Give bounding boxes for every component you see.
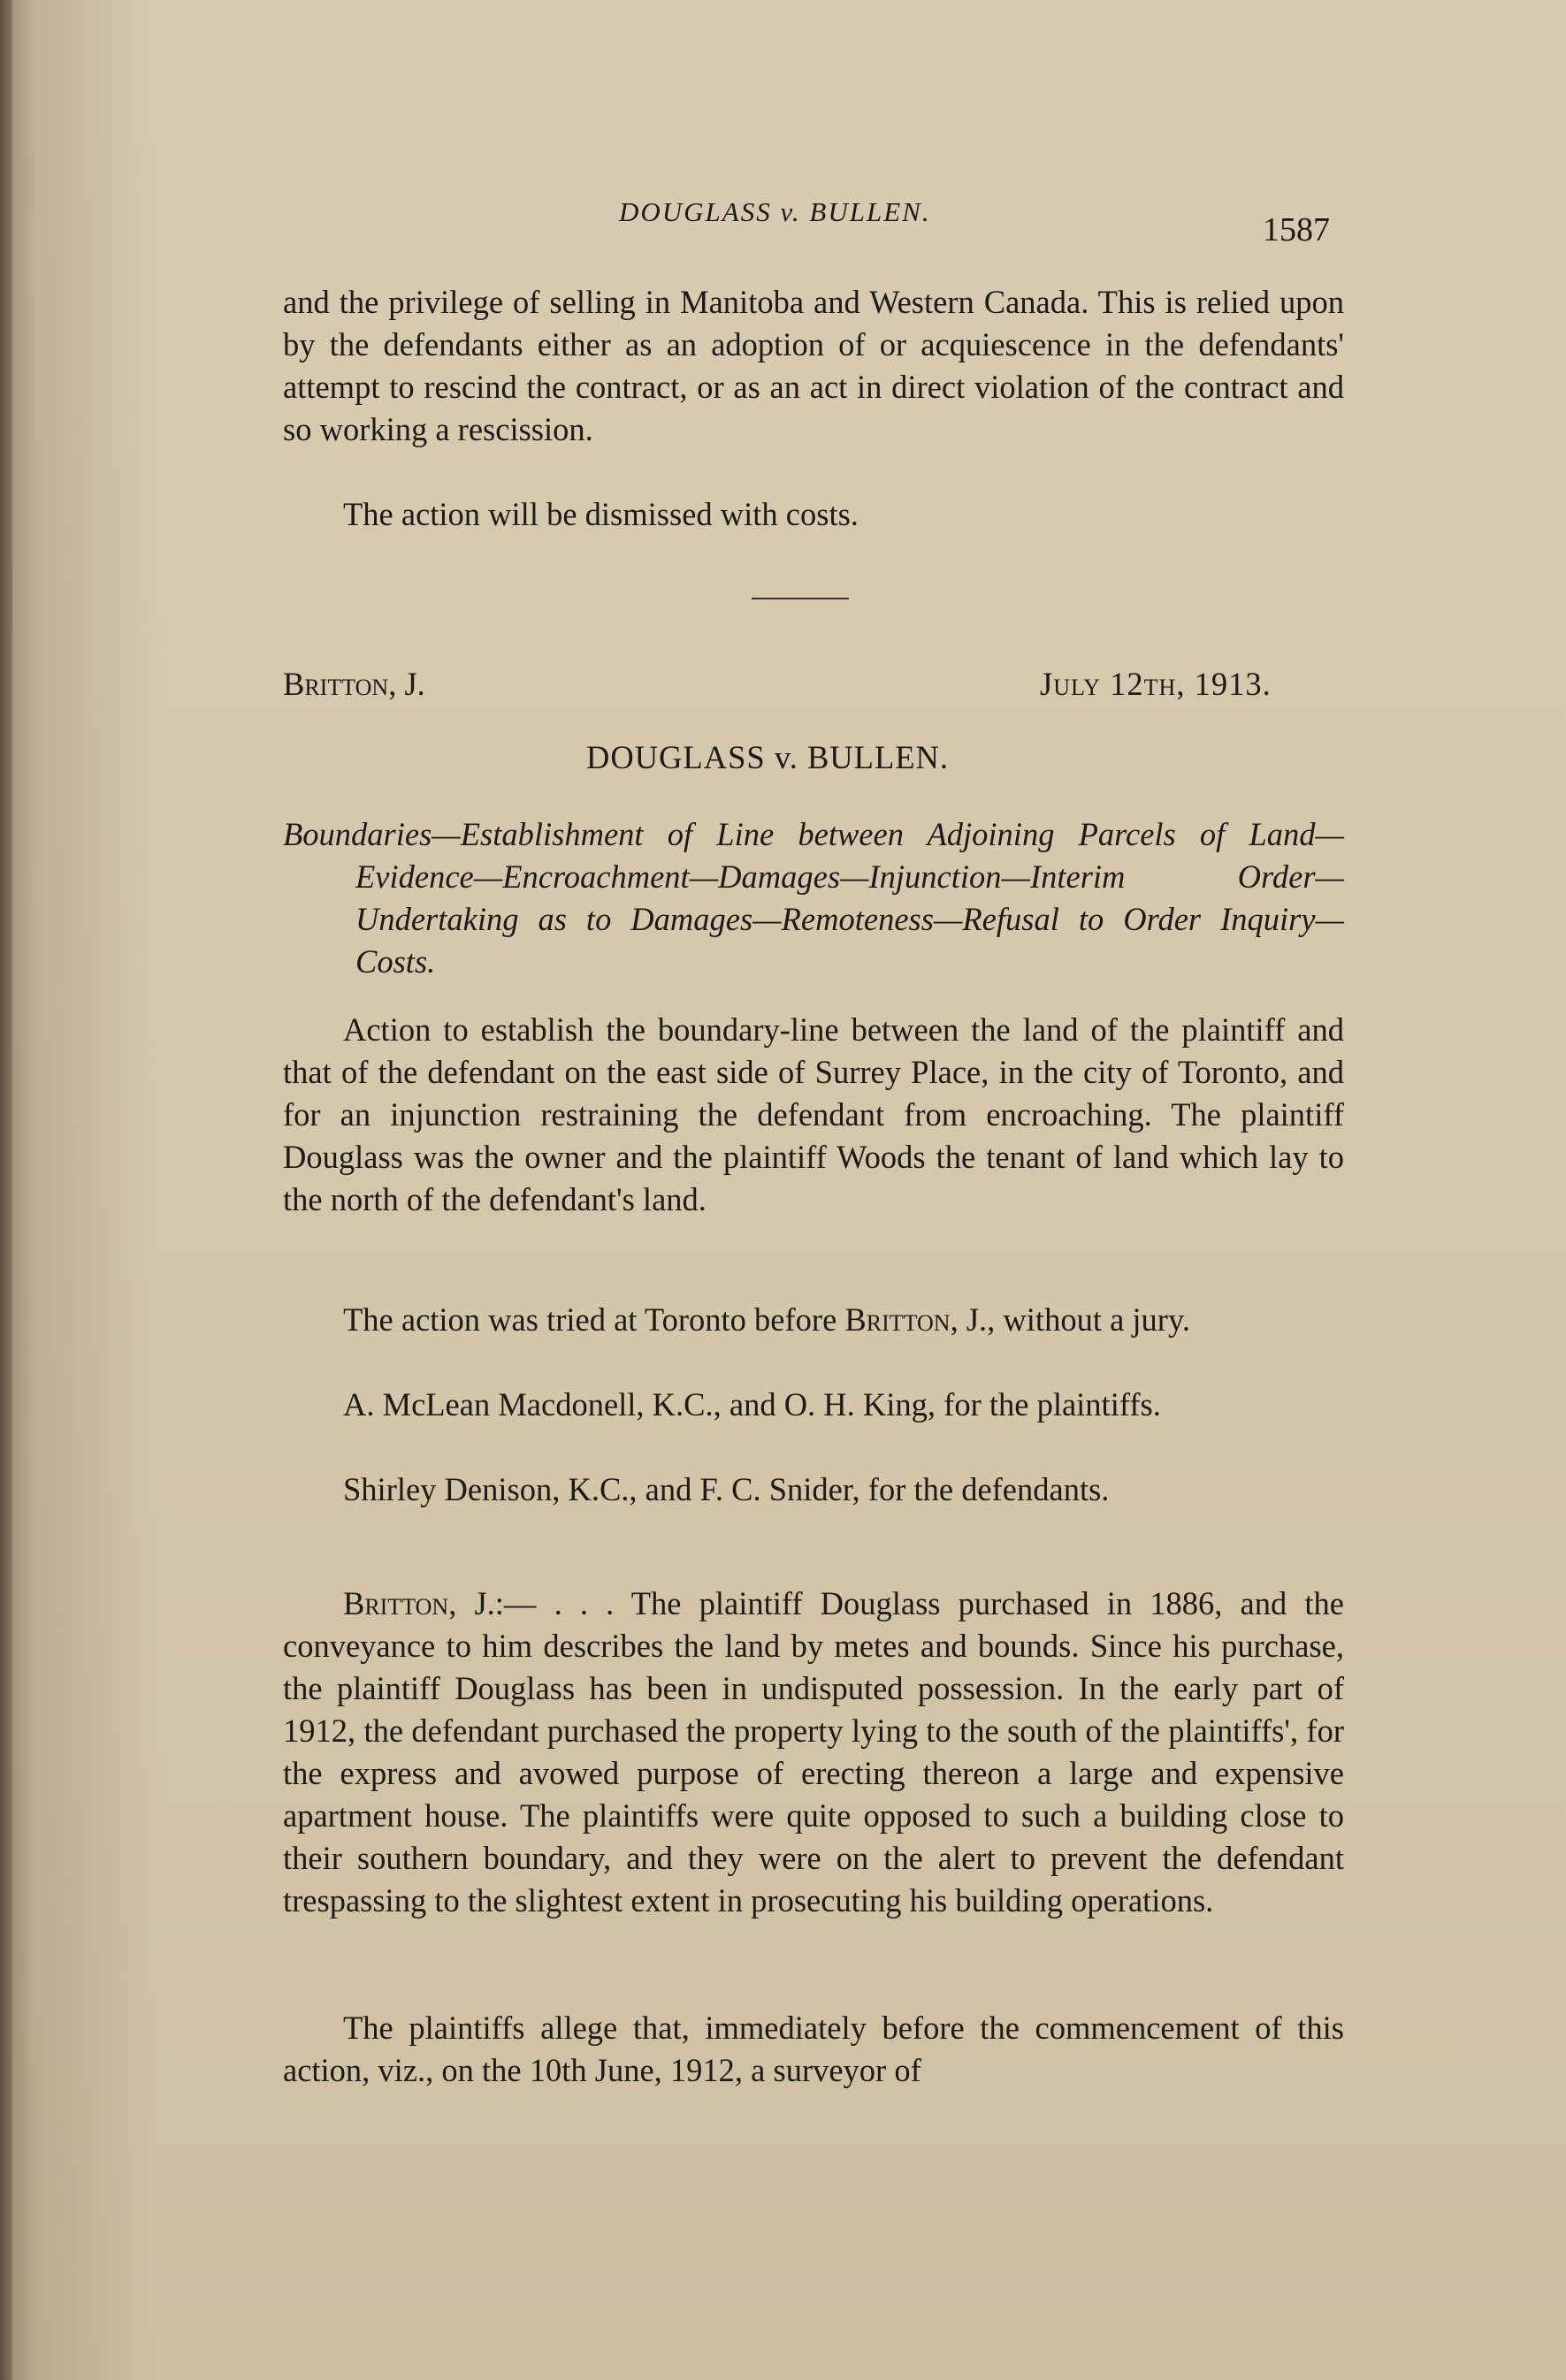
trial-prefix: The action was tried at Toronto before — [343, 1301, 845, 1338]
headnote: Boundaries—Establishment of Line between Adjoining Parcels of Land—Evidence—Encroachment—Damages—Injunction—Interim Order—Undertaking as to Damages—Remoteness—Refusal to Order Inquiry—Costs. — [283, 816, 1344, 980]
counsel-plaintiffs: A. McLean Macdonell, K.C., and O. H. King, for the plaintiffs. — [343, 1386, 1161, 1423]
trial-paragraph — [283, 1299, 1344, 1341]
page-binding-edge — [0, 0, 12, 2380]
judgment-date: July 12th, 1913. — [1040, 666, 1272, 702]
statement-paragraph: Action to establish the boundary-line between the land of the plaintiff and that of the defendant on the east side of Surrey Place, in the city of Toronto, and for an injunction restraining the defendant from encroaching. The plaintiff Douglass was the owner and the plaintiff Woods the tenant of land which lay to the north of the defendant's land. — [283, 1011, 1344, 1217]
judgment-text: . . . The plaintiff Douglass purchased in 1886, and the conveyance to him describes the land by metes and bounds. Since his purchase, the plaintiff Douglass has been in undisputed possession. In the early part of 1912, the defendant purchased the property lying to the south of the plaintiffs', for the express and avowed purpose of erecting thereon a large and expensive apartment house. The plaintiffs were quite opposed to such a building close to their southern boundary, and they were on the alert to prevent the defendant trespassing to the slightest extent in prosecuting his building operations. — [283, 1585, 1344, 1918]
section-divider — [752, 598, 849, 599]
judgment-paragraph — [283, 1583, 1344, 1922]
allegation-paragraph: The plaintiffs allege that, immediately before the commencement of this action, viz., on the 10th June, 1912, a surveyor of — [283, 2010, 1344, 2088]
case-title: DOUGLASS v. BULLEN. — [586, 739, 950, 775]
judgment-judge: Britton, J.:— — [343, 1585, 537, 1621]
continuation-paragraph: and the privilege of selling in Manitoba and Western Canada. This is relied upon by the defendants either as an adoption of or acquiescence in the defendants' attempt to rescind the contract, or as an act in direct violation of the contract and so working a rescission. — [283, 284, 1344, 447]
disposition-line: The action will be dismissed with costs. — [343, 496, 859, 532]
judge-name: Britton, J. — [283, 666, 425, 702]
running-head: DOUGLASS v. BULLEN. — [619, 196, 931, 227]
page-number: 1587 — [1263, 211, 1330, 248]
counsel-defendants: Shirley Denison, K.C., and F. C. Snider, for the defendants. — [343, 1471, 1110, 1507]
trial-judge: Britton — [844, 1301, 951, 1338]
trial-suffix: , J., without a jury. — [950, 1301, 1190, 1338]
